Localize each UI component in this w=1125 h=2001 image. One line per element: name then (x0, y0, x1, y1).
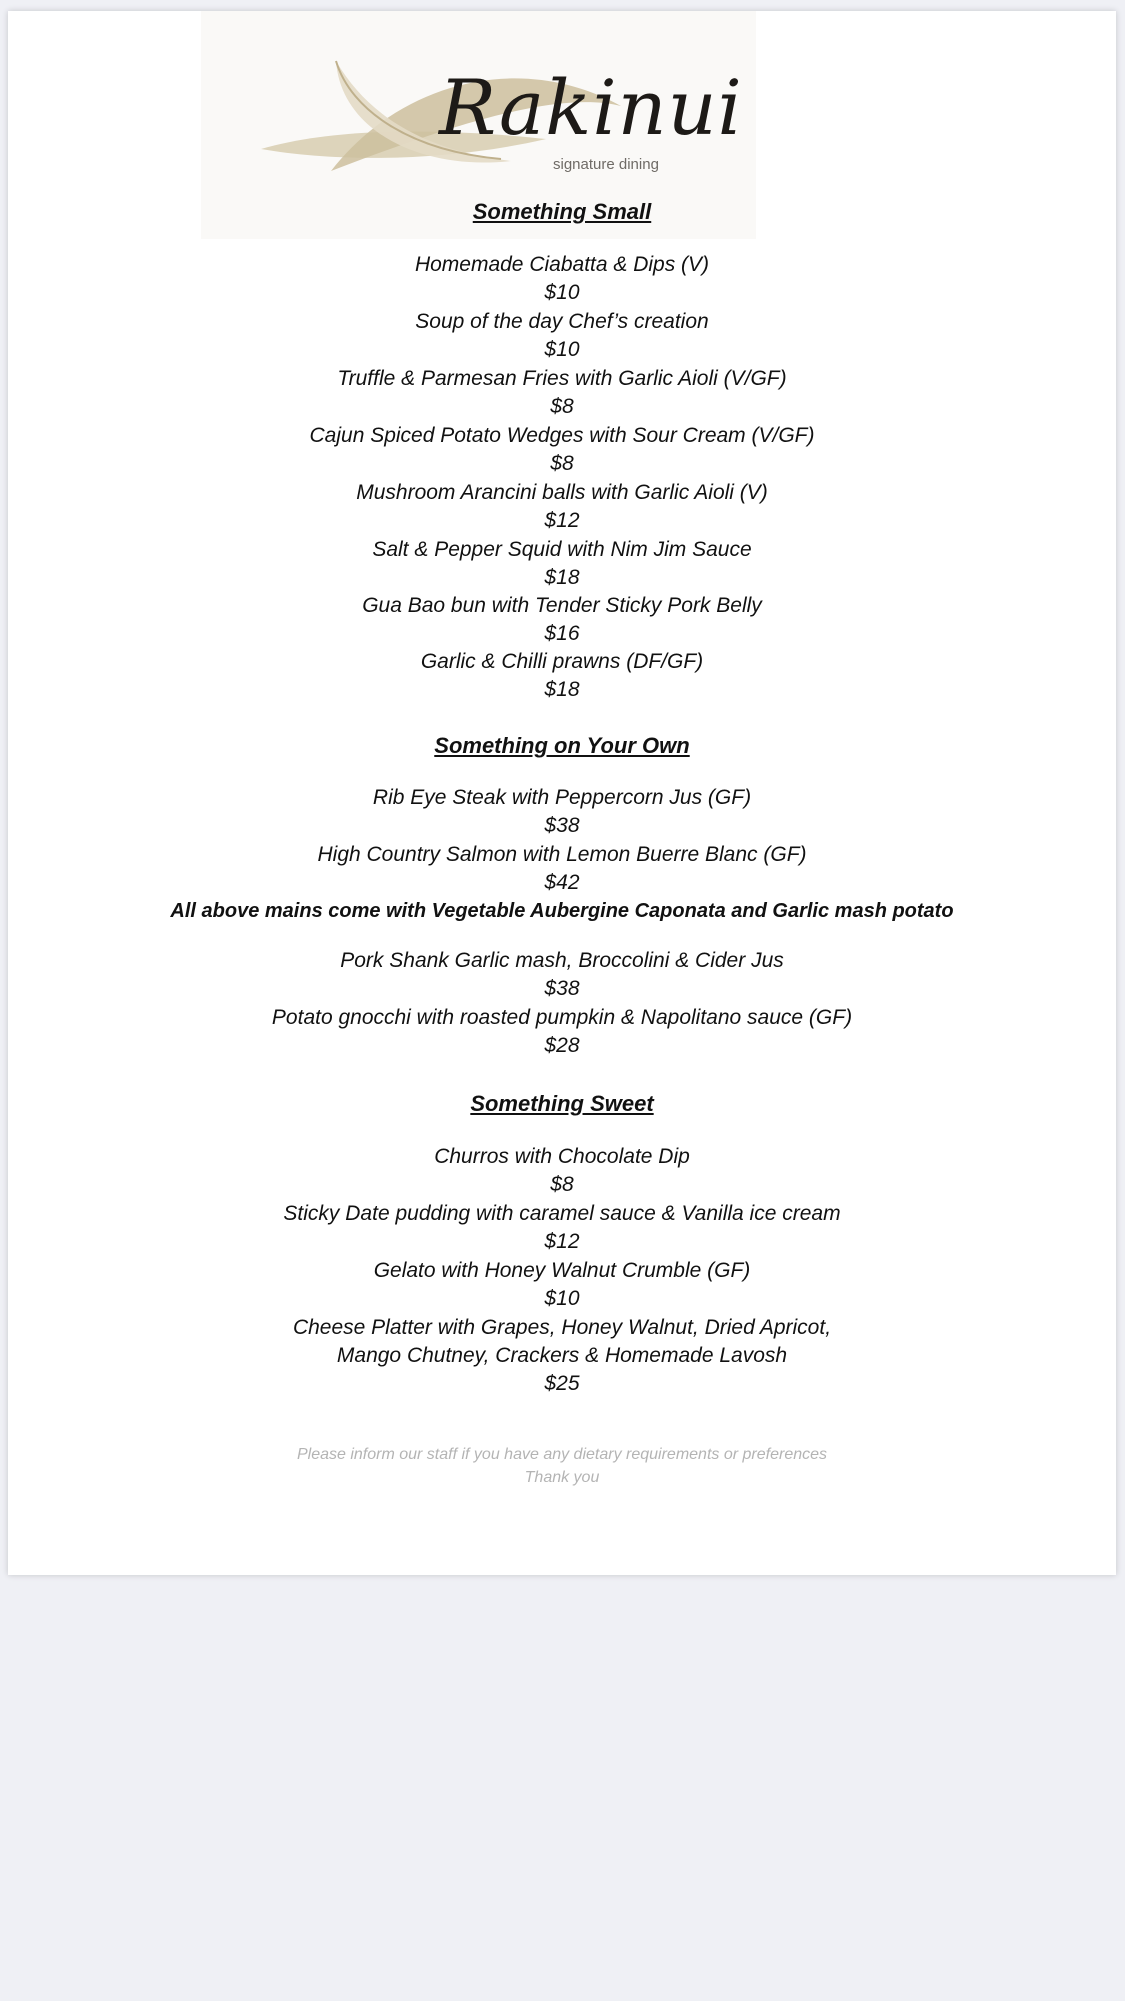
menu-item-name: Salt & Pepper Squid with Nim Jim Sauce (372, 538, 752, 561)
menu-item-price: $18 (544, 678, 580, 701)
menu-item-name: Mushroom Arancini balls with Garlic Aioli (V) (356, 481, 768, 504)
menu-item-price: $42 (544, 871, 580, 894)
section-heading-sweet: Something Sweet (470, 1091, 654, 1116)
section-heading-own: Something on Your Own (434, 733, 690, 758)
menu-item-name: Cheese Platter with Grapes, Honey Walnut, Dried Apricot, (292, 1316, 832, 1339)
menu-item-name: Homemade Ciabatta & Dips (V) (414, 253, 710, 276)
menu-sheet (8, 11, 1116, 1575)
menu-item-price: $8 (550, 452, 574, 475)
menu-item-name: Truffle & Parmesan Fries with Garlic Aioli (V/GF) (337, 367, 787, 390)
menu-item-name: Soup of the day Chef’s creation (415, 310, 709, 333)
menu-item-name: Gelato with Honey Walnut Crumble (GF) (373, 1259, 751, 1282)
menu-item-price: $38 (544, 977, 580, 1000)
menu-item-name: Pork Shank Garlic mash, Broccolini & Cider Jus (340, 949, 784, 972)
mains-note: All above mains come with Vegetable Aubergine Caponata and Garlic mash potato (170, 900, 954, 922)
logo-wordmark: Rakinui (439, 63, 743, 152)
menu-item-name: Mango Chutney, Crackers & Homemade Lavosh (336, 1344, 788, 1367)
menu-item-price: $12 (544, 1230, 580, 1253)
menu-item-name: Churros with Chocolate Dip (434, 1145, 690, 1168)
menu-item-price: $18 (544, 566, 580, 589)
menu-item-price: $25 (544, 1372, 580, 1395)
menu-item-name: High Country Salmon with Lemon Buerre Blanc (GF) (317, 843, 807, 866)
menu-item-price: $12 (544, 509, 580, 532)
menu-item-price: $10 (544, 338, 580, 361)
menu-item-name: Sticky Date pudding with caramel sauce & Vanilla ice cream (283, 1202, 841, 1225)
footer-dietary-note: Please inform our staff if you have any dietary requirements or preferences (296, 1446, 828, 1463)
menu-item-name: Potato gnocchi with roasted pumpkin & Napolitano sauce (GF) (271, 1006, 853, 1029)
menu-item-name: Garlic & Chilli prawns (DF/GF) (420, 650, 704, 673)
section-heading-small: Something Small (472, 199, 652, 224)
menu-item-name: Rib Eye Steak with Peppercorn Jus (GF) (372, 786, 752, 809)
menu-item-price: $10 (544, 1287, 580, 1310)
logo-tagline: signature dining (553, 156, 659, 173)
menu-item-price: $38 (544, 814, 580, 837)
menu-item-price: $28 (544, 1034, 580, 1057)
menu-item-name: Cajun Spiced Potato Wedges with Sour Cream (V/GF) (309, 424, 815, 447)
footer-thanks: Thank you (524, 1469, 600, 1486)
menu-item-price: $16 (544, 622, 580, 645)
menu-item-price: $8 (550, 395, 574, 418)
menu-item-price: $8 (550, 1173, 574, 1196)
menu-item-name: Gua Bao bun with Tender Sticky Pork Belly (362, 594, 762, 617)
menu-item-price: $10 (544, 281, 580, 304)
